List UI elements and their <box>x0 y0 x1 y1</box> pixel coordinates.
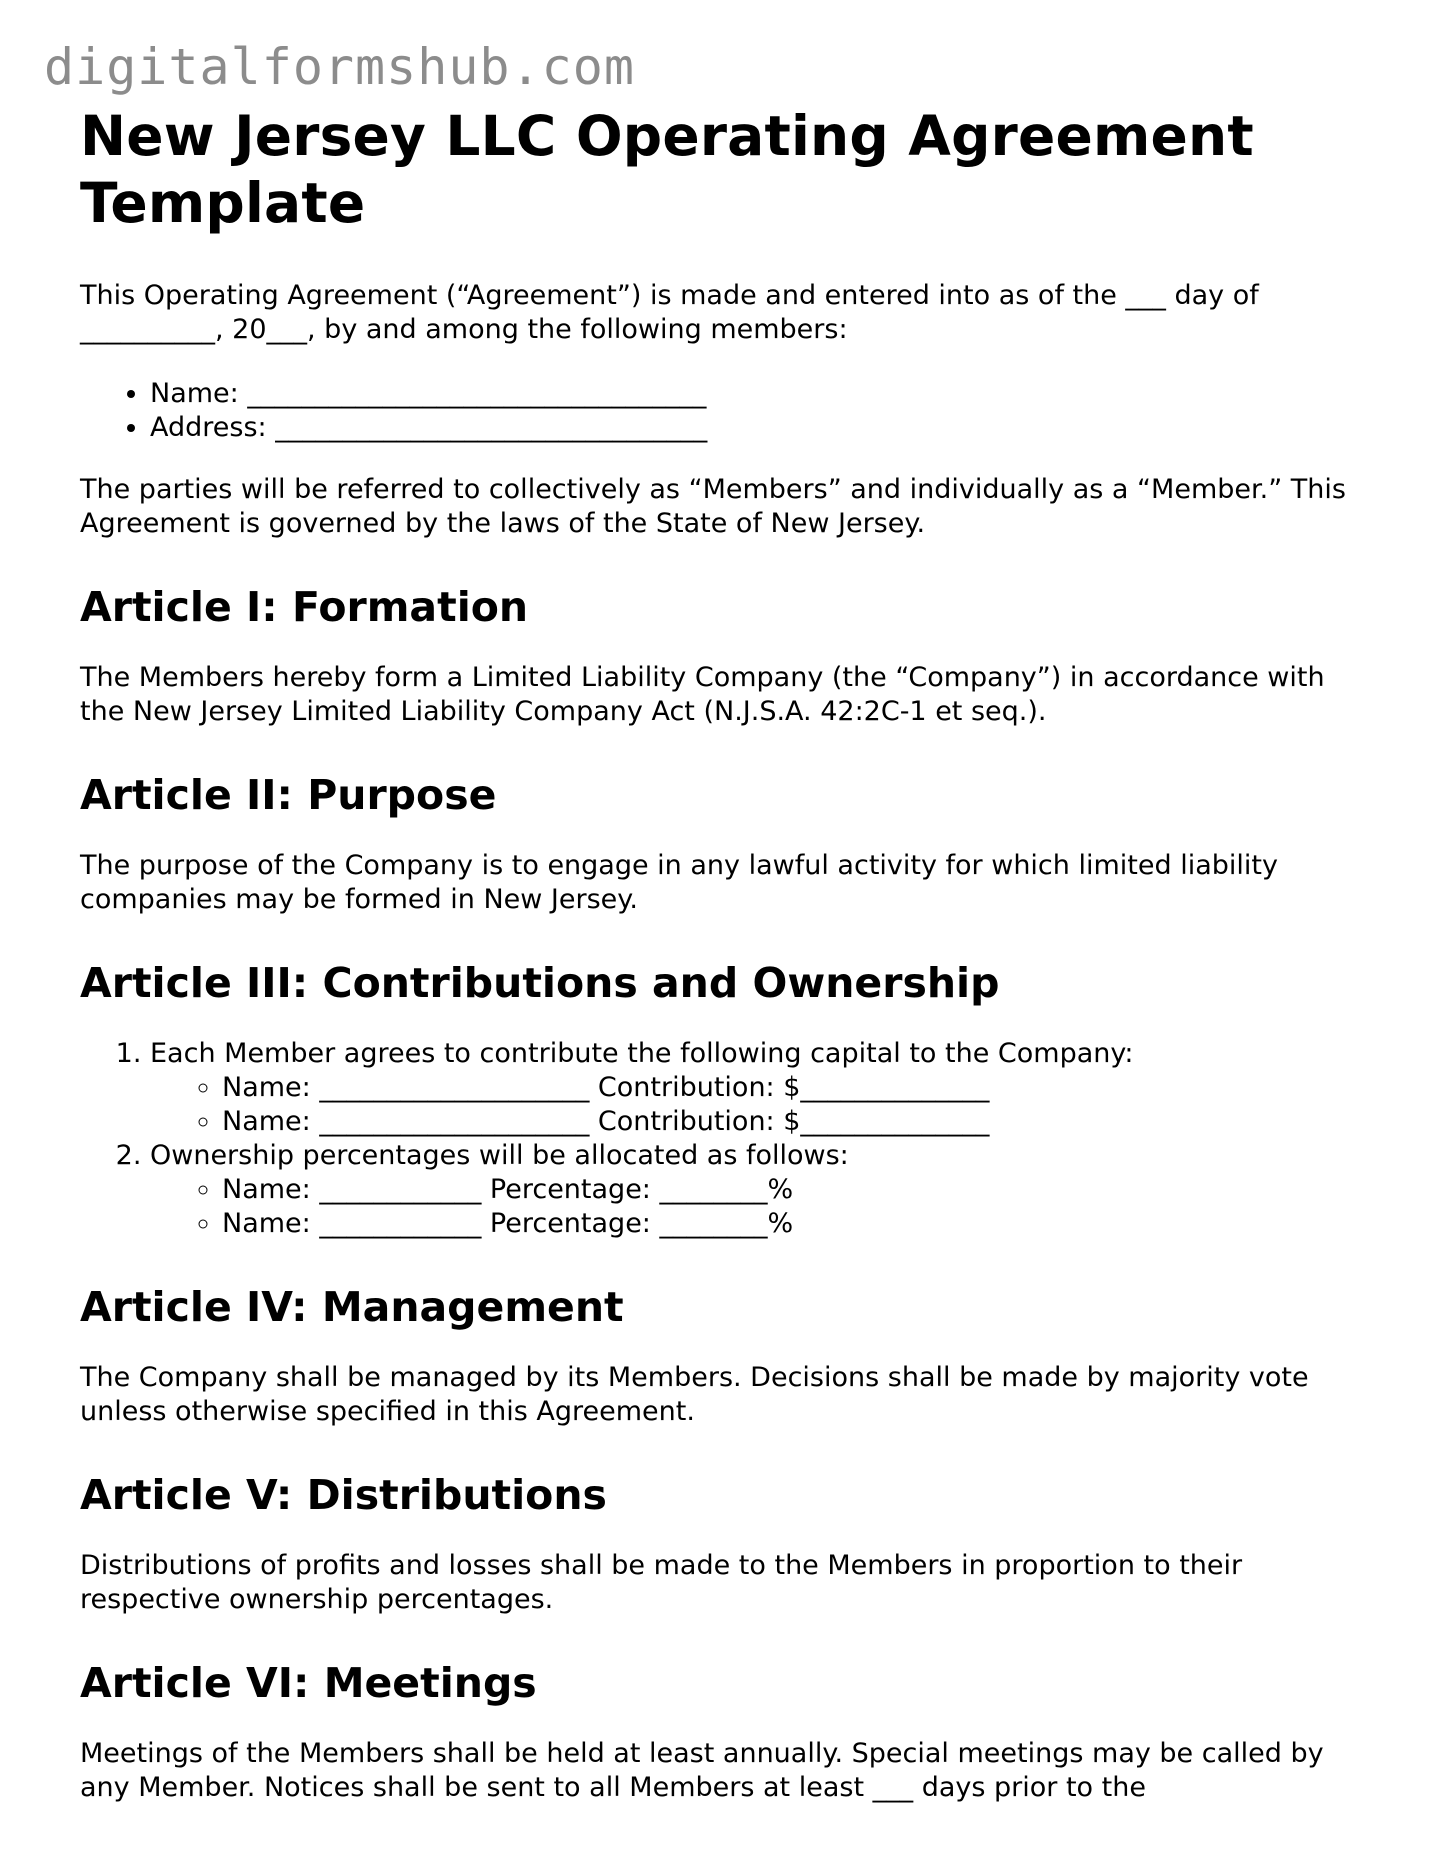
article-5-body: Distributions of profits and losses shall be made to the Members in proportion to their respective ownership percentages. <box>80 1550 1243 1615</box>
article-3-heading: Article III: Contributions and Ownership <box>80 959 1000 1007</box>
percentage-field: ◦ Name: ____________ Percentage: ________% <box>222 1207 1370 1241</box>
parties-paragraph: The parties will be referred to collectively as “Members” and individually as a “Member.” This Agreement is governed by the laws of the State of New Jersey. <box>80 474 1346 539</box>
percentage-field: ◦ Name: ____________ Percentage: ________% <box>222 1173 1370 1207</box>
contribution-field: ◦ Name: ____________________ Contribution: $______________ <box>222 1071 1370 1105</box>
contribution-item-text: Each Member agrees to contribute the following capital to the Company: <box>150 1038 1134 1069</box>
member-address-field: • Address: ________________________________ <box>150 411 1370 445</box>
document-body <box>80 103 1370 1805</box>
article-6-heading: Article VI: Meetings <box>80 1659 537 1707</box>
contribution-sublist <box>150 1071 1370 1139</box>
contribution-field: ◦ Name: ____________________ Contribution: $______________ <box>222 1105 1370 1139</box>
ownership-sublist <box>150 1173 1370 1241</box>
watermark: digitalformshub.com <box>44 38 635 96</box>
article-4-heading: Article IV: Management <box>80 1283 624 1331</box>
article-4-body: The Company shall be managed by its Members. Decisions shall be made by majority vote unless otherwise specified in this Agreement. <box>80 1362 1309 1427</box>
article-6-body: Meetings of the Members shall be held at least annually. Special meetings may be called by any Member. Notices shall be sent to all Members at least ___ days prior to the <box>80 1738 1324 1803</box>
article-1-body: The Members hereby form a Limited Liability Company (the “Company”) in accordance with the New Jersey Limited Liability Company Act (N.J.S.A. 42:2C-1 et seq.). <box>80 662 1325 727</box>
document-title: New Jersey LLC Operating Agreement Template <box>80 104 1254 235</box>
member-name-field: • Name: __________________________________ <box>150 377 1370 411</box>
article-2-heading: Article II: Purpose <box>80 771 497 819</box>
article-3-list <box>80 1037 1370 1241</box>
article-2-body: The purpose of the Company is to engage in any lawful activity for which limited liability companies may be formed in New Jersey. <box>80 850 1278 915</box>
article-5-heading: Article V: Distributions <box>80 1471 607 1519</box>
member-fields-list <box>80 377 1370 445</box>
article-1-heading: Article I: Formation <box>80 583 529 631</box>
contribution-item <box>150 1037 1370 1139</box>
ownership-item <box>150 1139 1370 1241</box>
ownership-item-text: Ownership percentages will be allocated as follows: <box>150 1140 849 1171</box>
intro-paragraph: This Operating Agreement (“Agreement”) is made and entered into as of the ___ day of __________, 20___, by and among the following members: <box>80 280 1259 345</box>
